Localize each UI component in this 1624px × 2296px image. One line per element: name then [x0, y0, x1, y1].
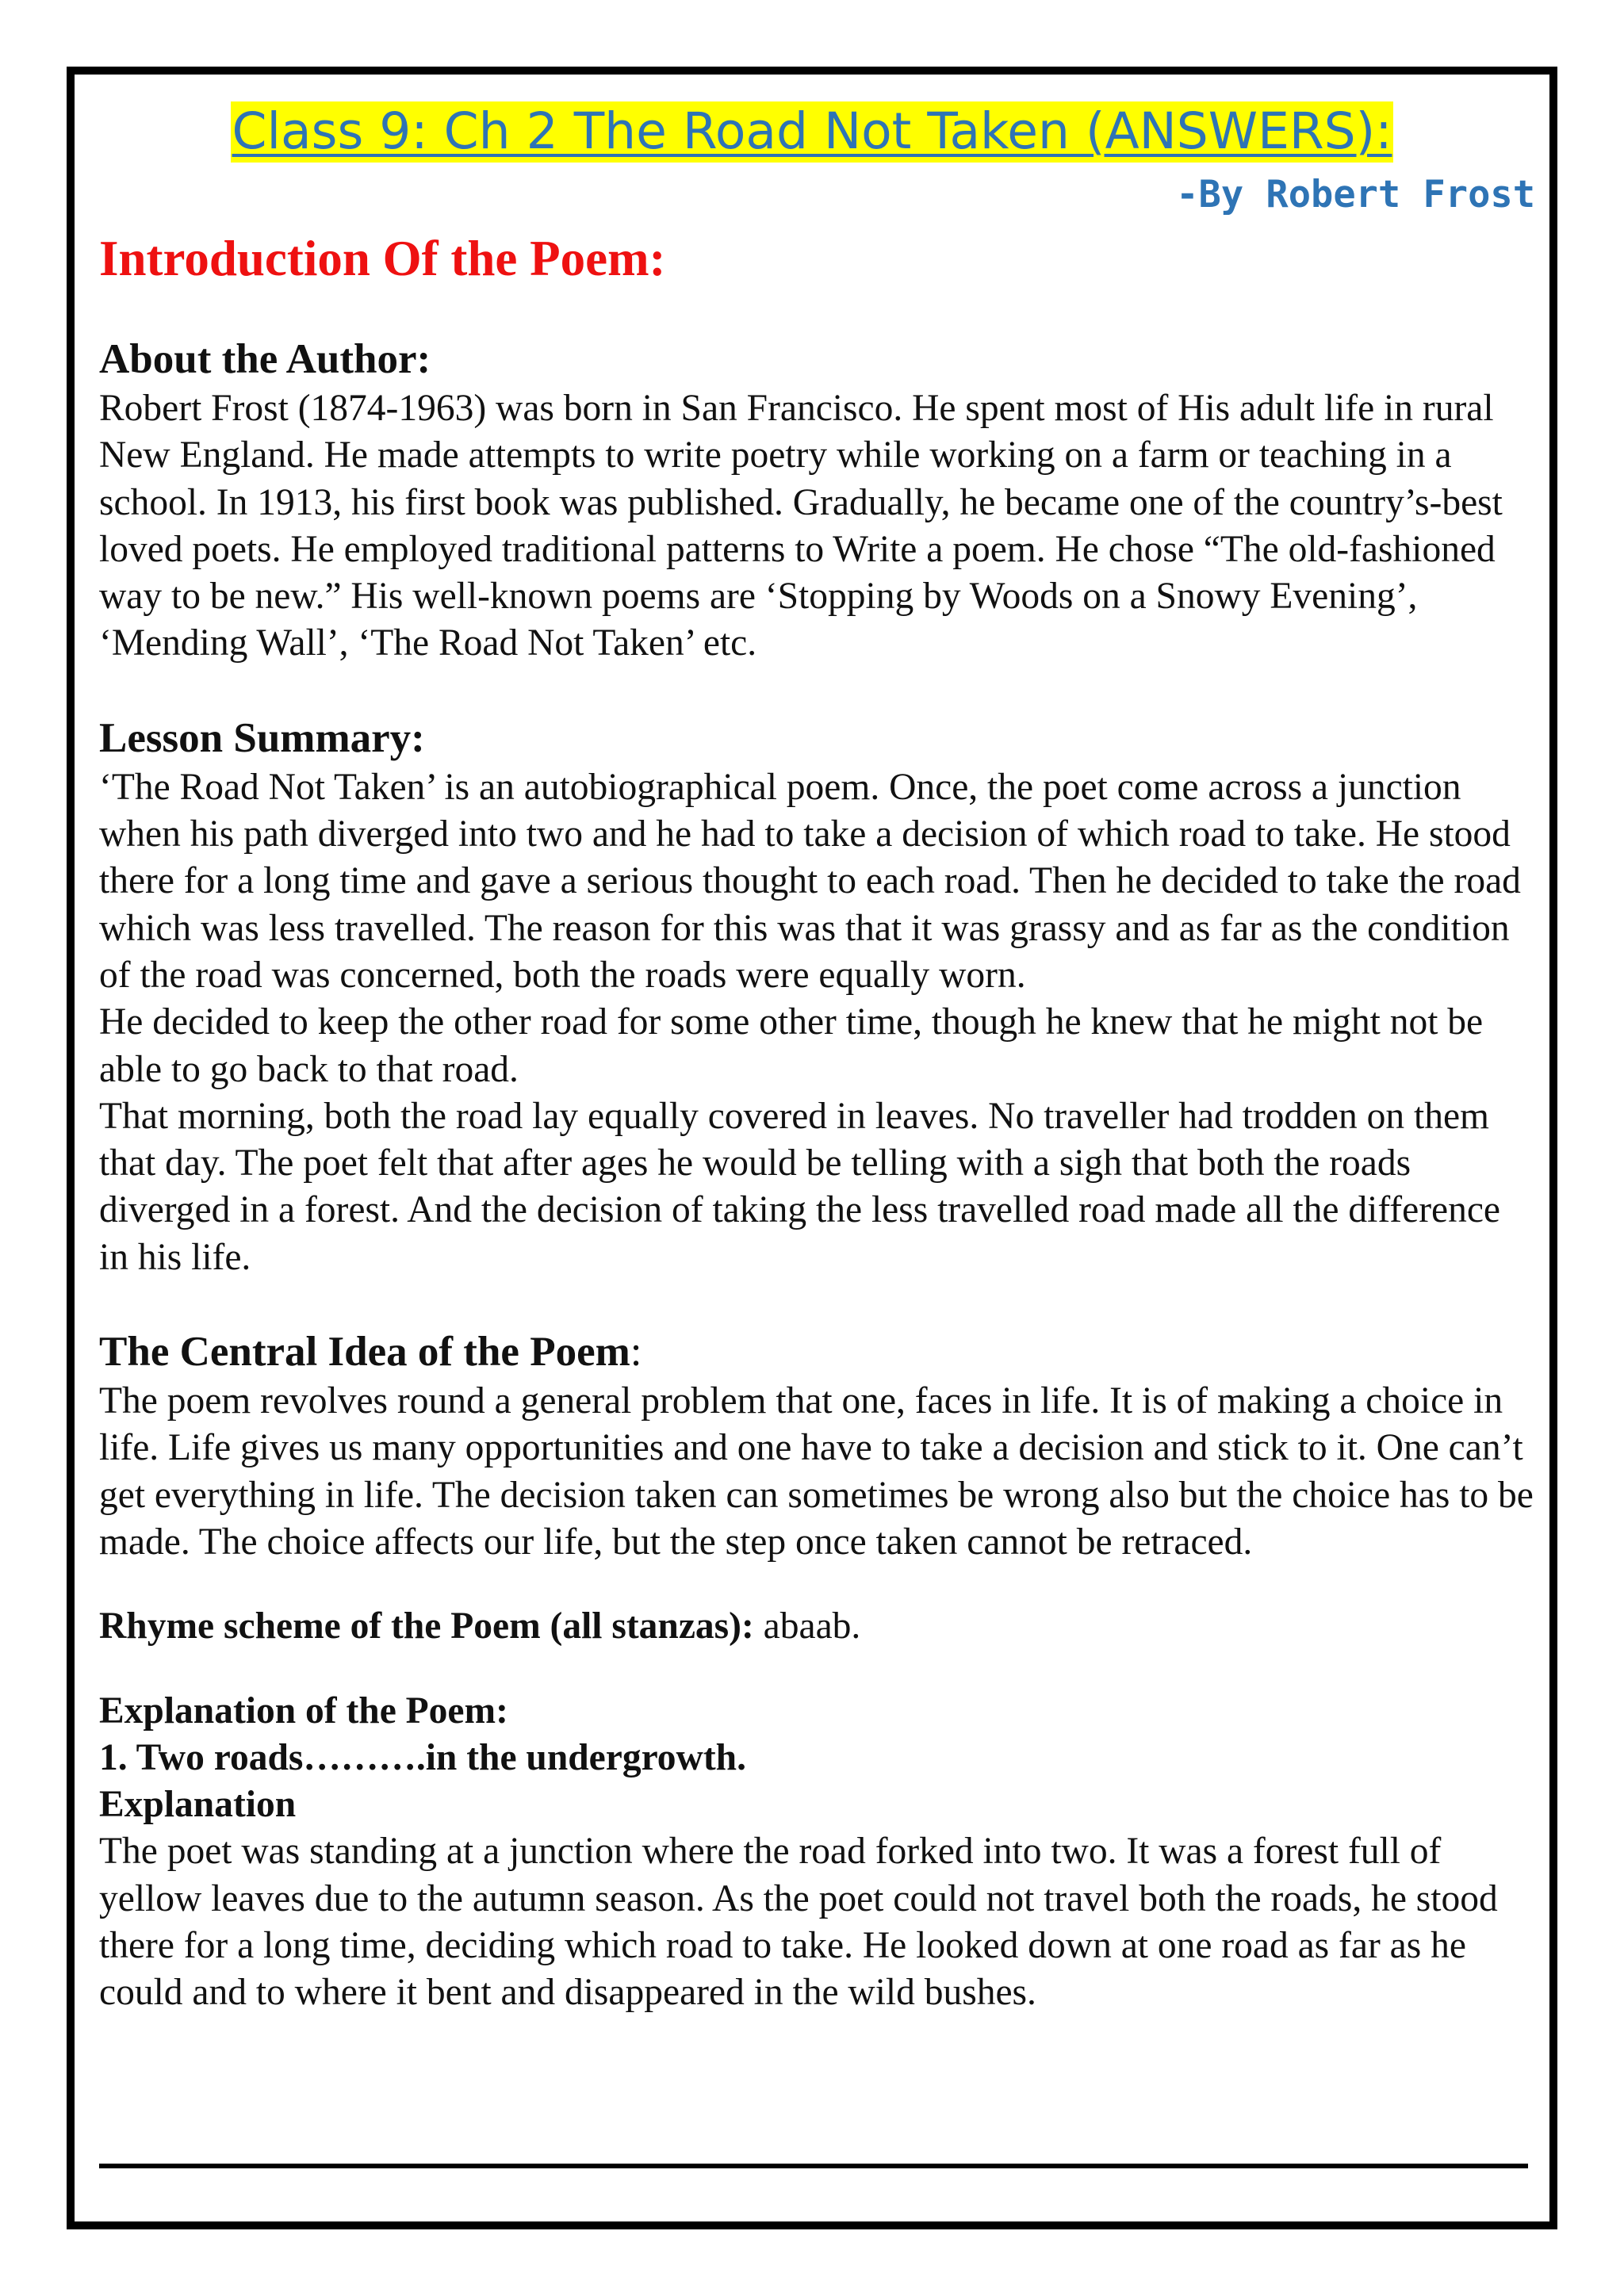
summary-paragraph: ‘The Road Not Taken’ is an autobiographical poem. Once, the poet come across a junction when his path diverged into two and he had to take a decision of which road to take. He stood there for a long time and gave a serious thought to each road. Then he decided to take the road which was less travelled. The reason for this was that it was grassy and as far as the condition of the road was concerned, both the roads were equally worn.	[99, 766, 1521, 996]
central-idea-title: The Central Idea of the Poem	[99, 1329, 630, 1376]
bottom-divider	[99, 2164, 1528, 2168]
introduction-heading: Introduction Of the Poem:	[99, 231, 666, 286]
central-idea-text: The poem revolves round a general problem that one, faces in life. It is of making a choice in life. Life gives us many opportunities and one have to take a decision and stick to it. One can’t get everything in life. The decision taken can sometimes be wrong also but the choice has to be made. The choice affects our life, but the step once taken cannot be retraced.	[99, 1380, 1534, 1563]
explanation-label: Explanation	[99, 1784, 297, 1826]
rhyme-scheme-line	[99, 1603, 1534, 1650]
page-title: Class 9: Ch 2 The Road Not Taken (ANSWERS):	[231, 101, 1394, 163]
explanation-heading: Explanation of the Poem:	[99, 1689, 508, 1732]
title-container	[0, 101, 1624, 163]
explanation-text: The poet was standing at a junction where the road forked into two. It was a forest full of yellow leaves due to the autumn season. As the poet could not travel both the roads, he stood there for a long time, deciding which road to take. He looked down at one road as far as he could and to where it bent and disappeared in the wild bushes.	[99, 1831, 1498, 2014]
about-author-text: Robert Frost (1874-1963) was born in San Francisco. He spent most of His adult life in rural New England. He made attempts to write poetry while working on a farm or teaching in a school. In 1913, his first book was published. Gradually, he became one of the country’s-best loved poets. He employed traditional patterns to Write a poem. He chose “The old-fashioned way to be new.” His well-known poems are ‘Stopping by Woods on a Snowy Evening’, ‘Mending Wall’, ‘The Road Not Taken’ etc.	[99, 388, 1503, 664]
rhyme-scheme-label: Rhyme scheme of the Poem (all stanzas):	[99, 1605, 754, 1647]
central-idea-colon: :	[630, 1329, 642, 1376]
summary-paragraph: That morning, both the road lay equally covered in leaves. No traveller had trodden on them that day. The poet felt that after ages he would be telling with a sigh that both the roads diverged in a forest. And the decision of taking the less travelled road made all the difference in his life.	[99, 1095, 1501, 1278]
central-idea-heading	[99, 1326, 1534, 1378]
author-byline: -By Robert Frost	[1176, 173, 1535, 216]
summary-paragraph: He decided to keep the other road for some other time, though he knew that he might not be able to go back to that road.	[99, 1001, 1484, 1090]
about-author-heading: About the Author:	[99, 336, 431, 382]
stanza-title: 1. Two roads……….in the undergrowth.	[99, 1736, 746, 1778]
lesson-summary-heading: Lesson Summary:	[99, 714, 425, 761]
rhyme-scheme-value: abaab.	[753, 1605, 861, 1647]
document-body	[99, 228, 1534, 2017]
